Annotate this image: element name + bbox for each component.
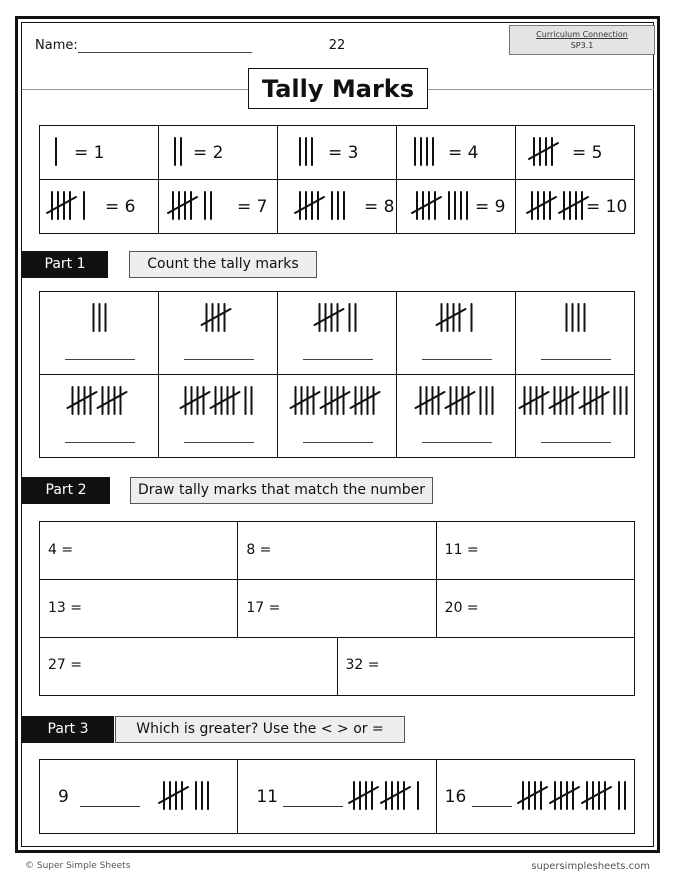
part1-cell xyxy=(40,375,159,458)
part1-header xyxy=(22,251,317,278)
key-cell xyxy=(40,180,159,234)
curriculum-title: Curriculum Connection xyxy=(536,30,628,39)
key-label: = 9 xyxy=(475,197,506,217)
part2-cell[interactable] xyxy=(337,637,635,695)
key-cell xyxy=(397,180,516,234)
part2-cell[interactable] xyxy=(40,522,238,580)
key-label: = 1 xyxy=(74,143,105,163)
part1-instruction: Count the tally marks xyxy=(129,251,317,278)
key-label: = 5 xyxy=(572,143,603,163)
part1-table xyxy=(39,291,635,458)
part3-cell xyxy=(40,760,238,834)
key-label: = 8 xyxy=(364,197,395,217)
part2-prompt: 13 = xyxy=(48,600,82,616)
key-cell xyxy=(397,126,516,180)
part2-instruction: Draw tally marks that match the number xyxy=(130,477,433,504)
comparison-answer-line[interactable] xyxy=(283,806,343,807)
part3-number: 16 xyxy=(444,787,467,807)
key-cell xyxy=(159,180,278,234)
part1-label: Part 1 xyxy=(22,251,108,278)
tally-key-table xyxy=(39,125,635,234)
part3-cell xyxy=(238,760,436,834)
footer-copyright: © Super Simple Sheets xyxy=(25,861,131,871)
part1-cell xyxy=(159,292,278,375)
part2-label: Part 2 xyxy=(22,477,110,504)
part1-cell xyxy=(516,292,635,375)
name-field[interactable] xyxy=(78,52,252,53)
key-cell xyxy=(516,126,635,180)
key-cell xyxy=(159,126,278,180)
answer-line[interactable] xyxy=(184,442,254,443)
answer-line[interactable] xyxy=(184,359,254,360)
key-label: = 4 xyxy=(448,143,479,163)
key-cell xyxy=(40,126,159,180)
part2-prompt: 27 = xyxy=(48,657,82,673)
part2-cell[interactable] xyxy=(436,580,634,638)
part2-table-bottom xyxy=(39,637,635,696)
answer-line[interactable] xyxy=(303,442,373,443)
curriculum-code: SP3.1 xyxy=(570,41,594,50)
part2-cell[interactable] xyxy=(238,522,436,580)
key-cell xyxy=(516,180,635,234)
comparison-answer-line[interactable] xyxy=(80,806,140,807)
name-label: Name: xyxy=(35,38,78,53)
key-cell xyxy=(278,126,397,180)
page-number: 22 xyxy=(328,38,346,53)
part3-header xyxy=(22,716,405,743)
part2-prompt: 8 = xyxy=(246,542,272,558)
part2-prompt: 11 = xyxy=(444,542,479,558)
part2-cell[interactable] xyxy=(40,580,238,638)
part2-cell[interactable] xyxy=(238,580,436,638)
answer-line[interactable] xyxy=(541,442,611,443)
part2-cell[interactable] xyxy=(436,522,634,580)
part1-cell xyxy=(397,292,516,375)
part1-cell xyxy=(397,375,516,458)
curriculum-connection-box xyxy=(509,25,655,55)
part2-header xyxy=(22,477,433,504)
part2-prompt: 17 = xyxy=(246,600,281,616)
answer-line[interactable] xyxy=(65,442,135,443)
part3-cell xyxy=(436,760,634,834)
answer-line[interactable] xyxy=(541,359,611,360)
answer-line[interactable] xyxy=(303,359,373,360)
part2-prompt: 20 = xyxy=(444,600,479,616)
part1-cell xyxy=(159,375,278,458)
part3-instruction: Which is greater? Use the < > or = xyxy=(115,716,405,743)
part1-cell xyxy=(516,375,635,458)
part3-table xyxy=(39,759,635,834)
answer-line[interactable] xyxy=(422,442,492,443)
part2-prompt: 4 = xyxy=(48,542,74,558)
part3-number: 9 xyxy=(58,787,69,807)
key-cell xyxy=(278,180,397,234)
part1-cell xyxy=(278,375,397,458)
part3-number: 11 xyxy=(256,787,278,807)
part1-cell xyxy=(278,292,397,375)
part2-prompt: 32 = xyxy=(345,657,380,673)
answer-line[interactable] xyxy=(65,359,135,360)
part2-table-top xyxy=(39,521,635,638)
part3-label: Part 3 xyxy=(22,716,114,743)
comparison-answer-line[interactable] xyxy=(472,806,512,807)
footer-website[interactable]: supersimplesheets.com xyxy=(531,861,650,872)
page-title: Tally Marks xyxy=(248,68,428,109)
part1-cell xyxy=(40,292,159,375)
key-label: = 10 xyxy=(586,197,628,217)
key-label: = 6 xyxy=(105,197,136,217)
part2-cell[interactable] xyxy=(40,637,338,695)
key-label: = 2 xyxy=(193,143,224,163)
key-label: = 7 xyxy=(237,197,268,217)
answer-line[interactable] xyxy=(422,359,492,360)
key-label: = 3 xyxy=(328,143,359,163)
